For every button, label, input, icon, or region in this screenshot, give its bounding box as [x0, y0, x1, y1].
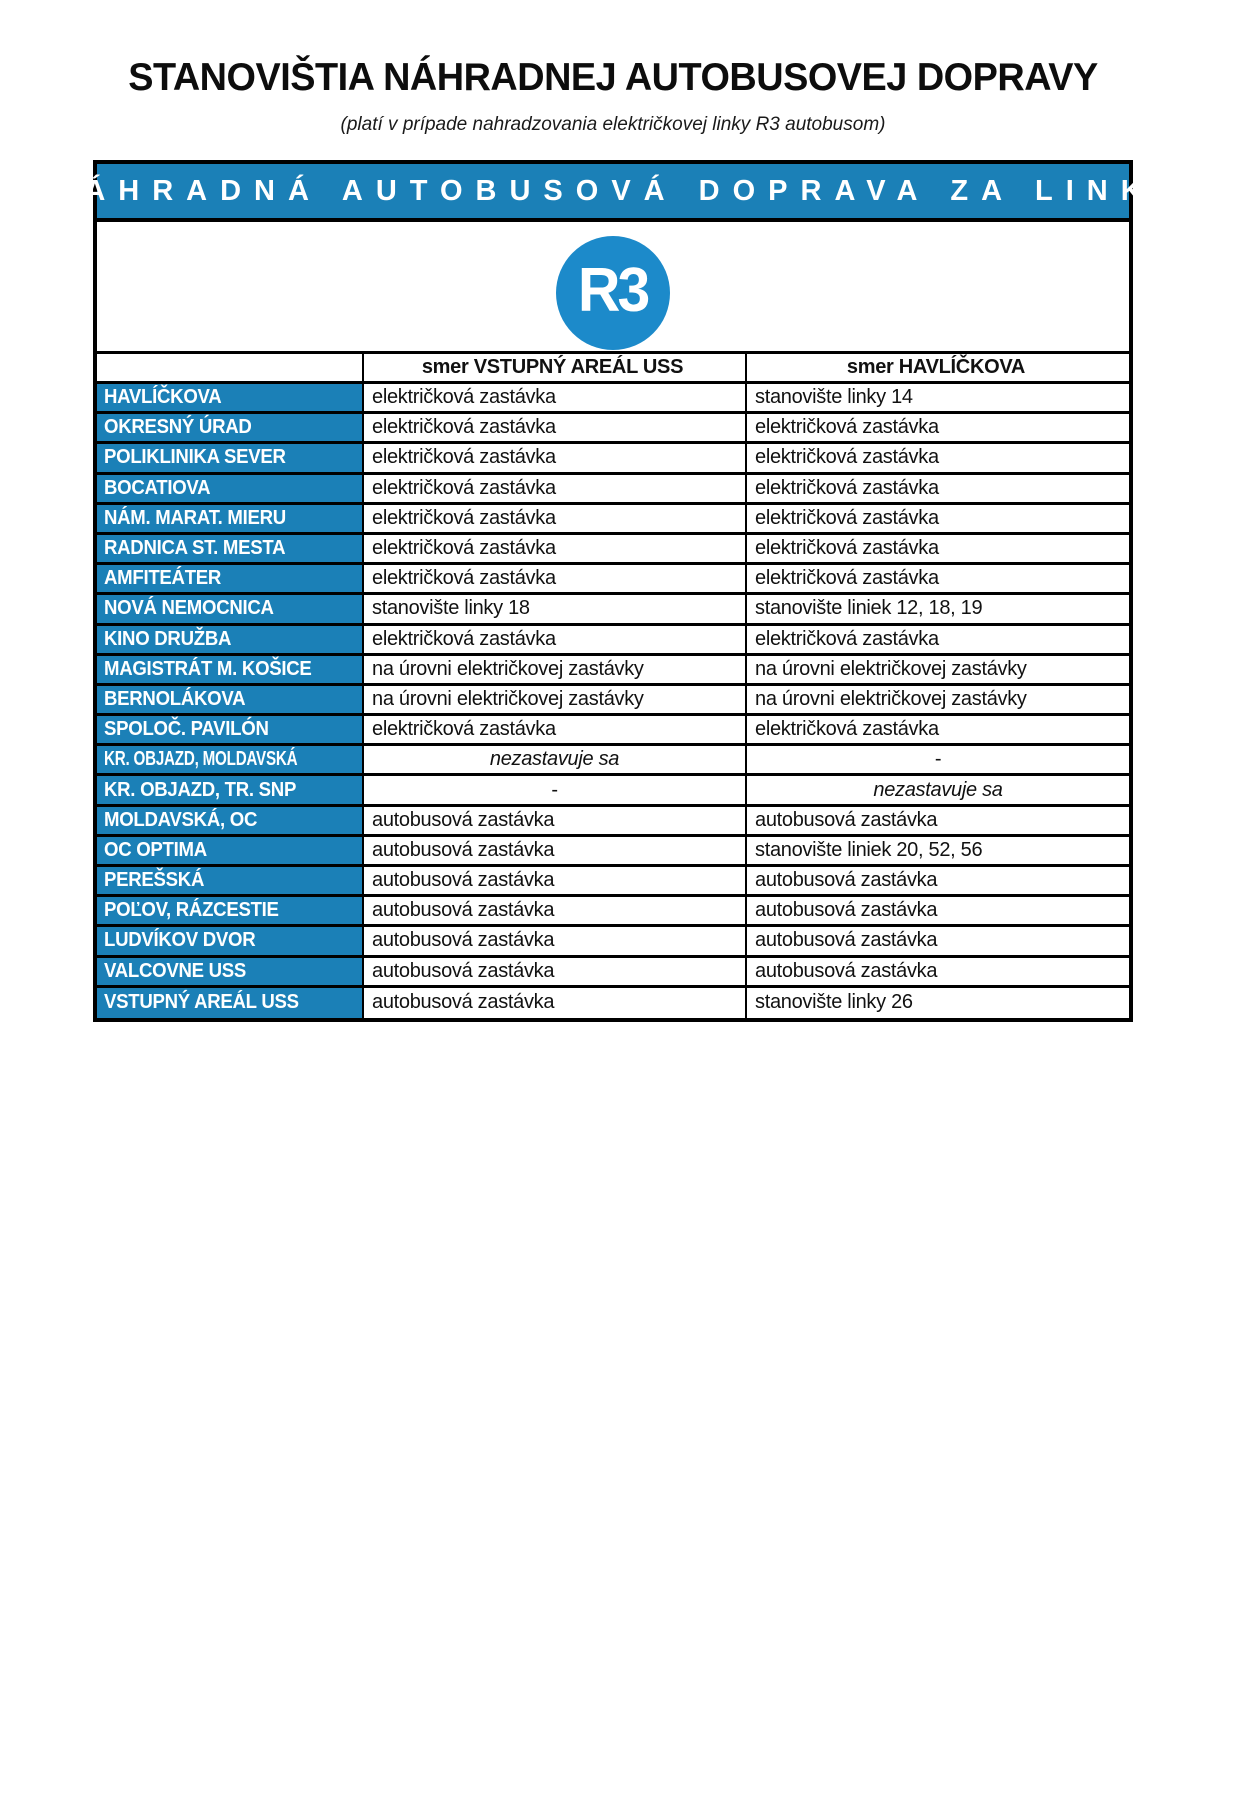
stop-name-cell [97, 565, 362, 592]
stop-name-cell [97, 958, 362, 985]
table-row [97, 505, 1129, 535]
stop-name-label: KR. OBJAZD, TR. SNP [104, 778, 297, 801]
stop-name-cell [97, 656, 362, 683]
stop-name-label: HAVLÍČKOVA [104, 386, 222, 409]
direction-uss-cell: električková zastávka [362, 475, 745, 502]
line-r3-label: R3 [578, 256, 648, 325]
table-row [97, 927, 1129, 957]
page-title: STANOVIŠTIA NÁHRADNEJ AUTOBUSOVEJ DOPRAVY [128, 56, 1098, 99]
header-direction-uss-cell: smer VSTUPNÝ AREÁL USS [362, 354, 745, 381]
table-row [97, 897, 1129, 927]
direction-uss-cell: električková zastávka [362, 444, 745, 471]
table-row [97, 988, 1129, 1018]
stop-name-label: RADNICA ST. MESTA [104, 537, 286, 560]
stop-name-label: OC OPTIMA [104, 838, 207, 861]
stop-name-label: POĽOV, RÁZCESTIE [104, 899, 279, 922]
direction-uss-cell: autobusová zastávka [362, 807, 745, 834]
stop-name-cell [97, 626, 362, 653]
direction-havlickova-cell: na úrovni električkovej zastávky [745, 686, 1129, 713]
stop-name-label: PEREŠSKÁ [104, 869, 205, 892]
direction-havlickova-cell: električková zastávka [745, 444, 1129, 471]
direction-uss-cell: električková zastávka [362, 505, 745, 532]
stop-name-label: BERNOLÁKOVA [104, 687, 246, 710]
table-row [97, 746, 1129, 776]
header-stop-cell [97, 354, 362, 381]
page-subtitle: (platí v prípade nahradzovania električkovej linky R3 autobusom) [340, 114, 886, 135]
stop-name-cell [97, 475, 362, 502]
stop-name-label: NOVÁ NEMOCNICA [104, 597, 274, 620]
stops-table [97, 354, 1129, 1018]
direction-uss-cell: autobusová zastávka [362, 958, 745, 985]
stop-name-label: BOCATIOVA [104, 476, 211, 499]
direction-havlickova-cell: električková zastávka [745, 716, 1129, 743]
table-row [97, 475, 1129, 505]
stop-name-label: KINO DRUŽBA [104, 627, 232, 650]
stop-name-label: SPOLOČ. PAVILÓN [104, 718, 269, 741]
table-row [97, 958, 1129, 988]
stop-name-label: LUDVÍKOV DVOR [104, 929, 256, 952]
table-row [97, 867, 1129, 897]
stop-name-cell [97, 988, 362, 1018]
table-row [97, 807, 1129, 837]
stop-name-label: POLIKLINIKA SEVER [104, 446, 286, 469]
direction-havlickova-cell: stanovište liniek 12, 18, 19 [745, 595, 1129, 622]
stop-name-cell [97, 746, 362, 773]
direction-havlickova-cell: električková zastávka [745, 565, 1129, 592]
direction-uss-cell: autobusová zastávka [362, 927, 745, 954]
direction-havlickova-cell: električková zastávka [745, 535, 1129, 562]
header-direction-havlickova-cell: smer HAVLÍČKOVA [745, 354, 1129, 381]
stop-name-label: KR. OBJAZD, MOLDAVSKÁ [104, 748, 298, 771]
table-row [97, 565, 1129, 595]
direction-uss-cell: električková zastávka [362, 565, 745, 592]
table-row [97, 535, 1129, 565]
direction-uss-cell: - [362, 776, 745, 803]
direction-uss-cell: autobusová zastávka [362, 837, 745, 864]
table-row [97, 716, 1129, 746]
direction-havlickova-cell: autobusová zastávka [745, 958, 1129, 985]
table-row [97, 414, 1129, 444]
document-page [50, 56, 1189, 1022]
stop-name-label: VSTUPNÝ AREÁL USS [104, 991, 299, 1014]
direction-havlickova-cell: autobusová zastávka [745, 897, 1129, 924]
direction-uss-cell: električková zastávka [362, 716, 745, 743]
table-row [97, 837, 1129, 867]
direction-havlickova-cell: stanovište linky 14 [745, 384, 1129, 411]
stop-name-cell [97, 444, 362, 471]
direction-havlickova-cell: električková zastávka [745, 414, 1129, 441]
stop-name-cell [97, 595, 362, 622]
direction-uss-cell: stanovište linky 18 [362, 595, 745, 622]
table-row [97, 776, 1129, 806]
table-body [97, 384, 1129, 1018]
table-row [97, 626, 1129, 656]
table-header-row [97, 354, 1129, 384]
stop-name-label: VALCOVNE USS [104, 959, 247, 982]
table-row [97, 686, 1129, 716]
stop-name-label: OKRESNÝ ÚRAD [104, 416, 252, 439]
direction-uss-cell: na úrovni električkovej zastávky [362, 656, 745, 683]
direction-uss-cell: električková zastávka [362, 414, 745, 441]
stop-name-cell [97, 716, 362, 743]
direction-havlickova-cell: stanovište linky 26 [745, 988, 1129, 1018]
direction-uss-cell: nezastavuje sa [362, 746, 745, 773]
direction-havlickova-cell: stanovište liniek 20, 52, 56 [745, 837, 1129, 864]
direction-havlickova-cell: električková zastávka [745, 505, 1129, 532]
direction-havlickova-cell: - [745, 746, 1129, 773]
direction-havlickova-cell: električková zastávka [745, 626, 1129, 653]
direction-uss-cell: električková zastávka [362, 535, 745, 562]
replacement-service-banner [50, 164, 1189, 222]
line-r3-badge-icon [556, 236, 670, 350]
table-row [97, 595, 1129, 625]
direction-havlickova-cell: električková zastávka [745, 475, 1129, 502]
direction-havlickova-cell: na úrovni električkovej zastávky [745, 656, 1129, 683]
stop-name-label: MOLDAVSKÁ, OC [104, 808, 258, 831]
stop-name-label: NÁM. MARAT. MIERU [104, 506, 286, 529]
stop-name-cell [97, 867, 362, 894]
direction-uss-cell: autobusová zastávka [362, 897, 745, 924]
direction-uss-cell: autobusová zastávka [362, 988, 745, 1018]
direction-havlickova-cell: nezastavuje sa [745, 776, 1129, 803]
stop-name-cell [97, 535, 362, 562]
direction-havlickova-cell: autobusová zastávka [745, 927, 1129, 954]
stop-name-cell [97, 897, 362, 924]
stop-name-cell [97, 837, 362, 864]
table-row [97, 656, 1129, 686]
direction-havlickova-cell: autobusová zastávka [745, 807, 1129, 834]
direction-uss-cell: autobusová zastávka [362, 867, 745, 894]
banner-text: NÁHRADNÁ AUTOBUSOVÁ DOPRAVA ZA LINKU [50, 174, 1189, 207]
direction-uss-cell: na úrovni električkovej zastávky [362, 686, 745, 713]
stop-name-label: AMFITEÁTER [104, 567, 222, 590]
stop-name-cell [97, 776, 362, 803]
stop-name-cell [97, 807, 362, 834]
table-row [97, 384, 1129, 414]
line-logo-area [97, 222, 1129, 354]
stop-name-cell [97, 414, 362, 441]
stop-name-cell [97, 686, 362, 713]
stop-name-cell [97, 384, 362, 411]
table-row [97, 444, 1129, 474]
stop-name-label: MAGISTRÁT M. KOŠICE [104, 657, 312, 680]
replacement-service-box [50, 160, 1189, 1022]
direction-uss-cell: električková zastávka [362, 626, 745, 653]
stop-name-cell [97, 505, 362, 532]
direction-uss-cell: električková zastávka [362, 384, 745, 411]
stop-name-cell [97, 927, 362, 954]
direction-havlickova-cell: autobusová zastávka [745, 867, 1129, 894]
